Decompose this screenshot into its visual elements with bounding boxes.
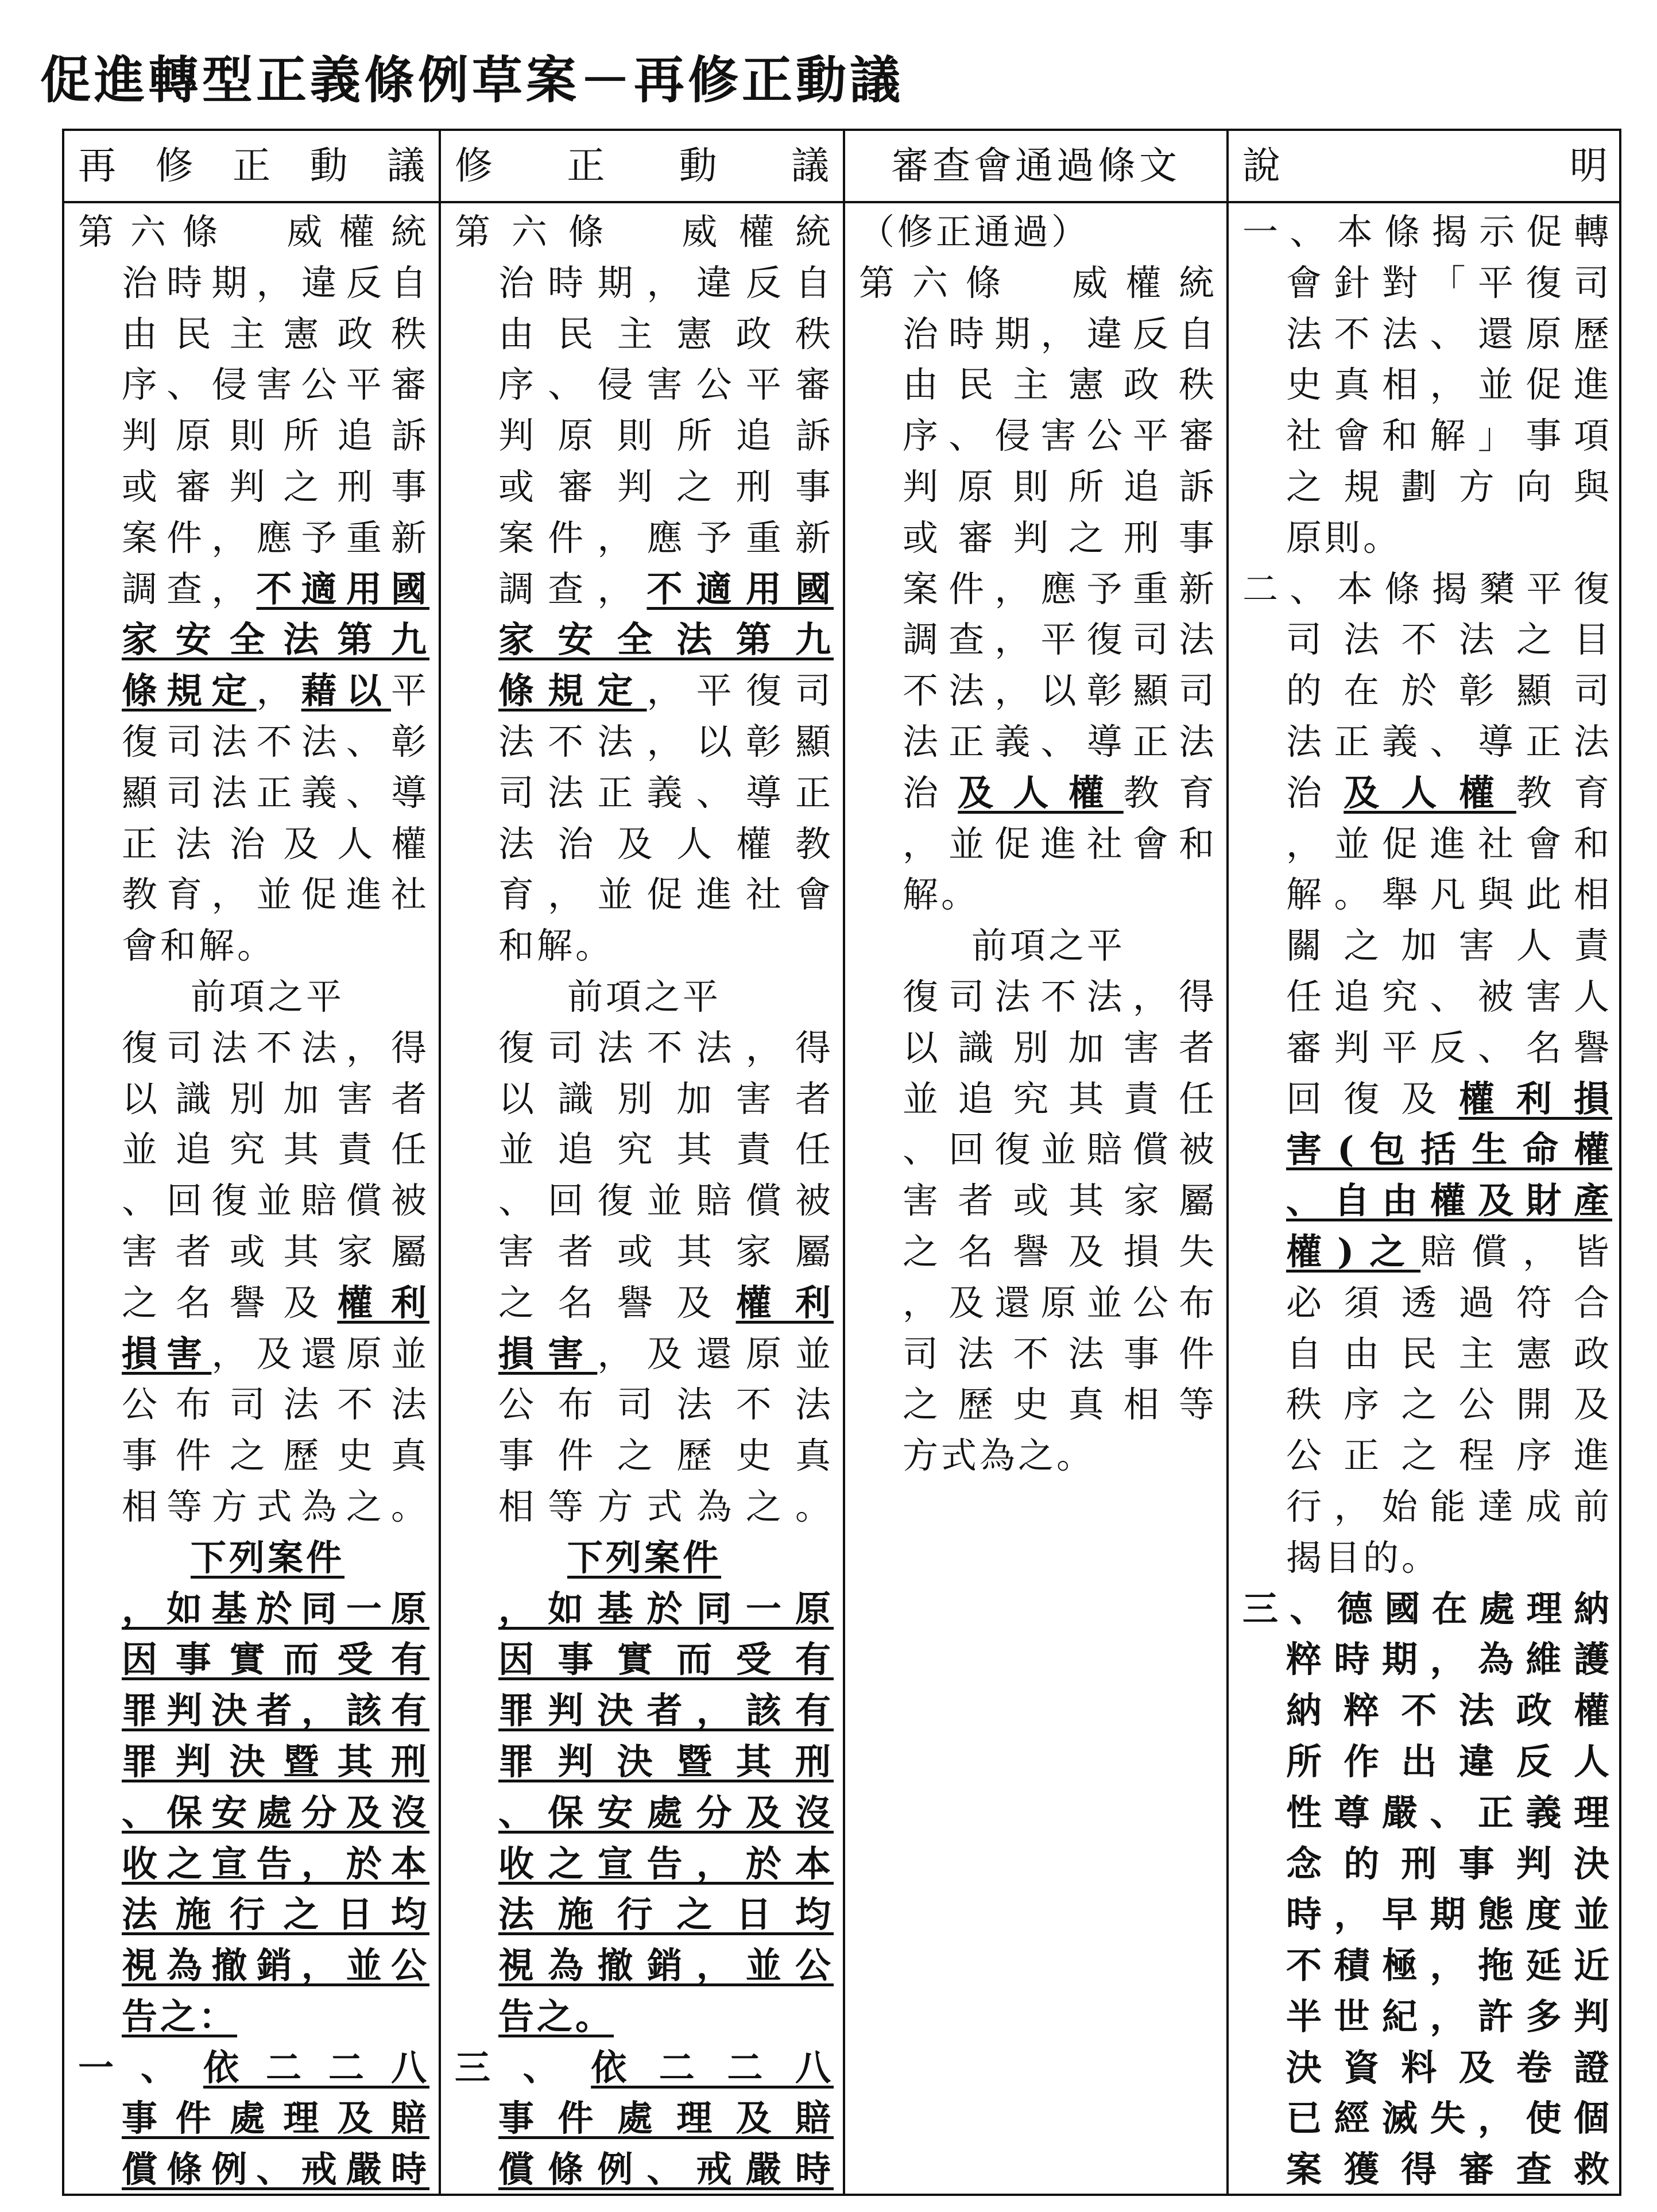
text-segment: 條規定	[498, 670, 647, 712]
text-line: ，並促進社會和	[903, 822, 1217, 865]
text-line: 家安全法第九	[122, 618, 429, 661]
text-line: 史真相，並促進	[1286, 363, 1612, 406]
text-segment: 治	[903, 771, 958, 814]
text-line	[78, 2043, 429, 2094]
text-line: 視為撤銷，並公	[498, 1944, 834, 1987]
text-line: 因事實而受有	[122, 1638, 429, 1681]
text-line: 下列案件	[567, 1536, 722, 1579]
text-segment: 賠償，皆	[1420, 1230, 1612, 1273]
text-line: 原則。	[1286, 516, 1402, 559]
explanation-column	[1229, 203, 1621, 2194]
text-line: 所作出違反人	[1286, 1740, 1612, 1782]
text-line	[78, 666, 429, 717]
text-line: 第六條 威權統	[859, 261, 1217, 304]
header-char: 修	[155, 144, 193, 188]
text-line: 下列案件	[191, 1536, 345, 1579]
text-line: 案件，應予重新	[903, 567, 1217, 610]
text-line	[859, 768, 1217, 819]
text-line: 、保安處分及沒	[498, 1791, 834, 1834]
text-segment: 教育	[1123, 771, 1217, 814]
header-char: 動	[309, 144, 348, 188]
text-line: 正法治及人權	[122, 822, 429, 865]
text-line: 法治及人權教	[498, 822, 834, 865]
text-segment: 依二二八	[591, 2046, 834, 2089]
text-segment: 回復及	[1286, 1077, 1459, 1120]
text-line: （修正通過）	[859, 211, 1090, 253]
text-line: 一、本條揭示促轉	[1242, 211, 1612, 253]
text-line: 復司法不法，得	[498, 1026, 834, 1069]
text-line: 、回復並賠償被	[498, 1180, 834, 1222]
text-line: 相等方式為之。	[498, 1485, 834, 1527]
text-line: 公布司法不法	[122, 1383, 429, 1426]
text-segment: 之名譽及	[122, 1281, 338, 1324]
text-line: 序、侵害公平審	[122, 363, 429, 406]
text-line: 之規劃方向與	[1286, 465, 1612, 508]
text-line	[455, 564, 834, 615]
text-segment: 權利	[735, 1281, 834, 1324]
text-line: 收之宣告，於本	[122, 1842, 429, 1885]
text-line: 公布司法不法	[498, 1383, 834, 1426]
header-char: 動	[679, 144, 717, 188]
text-line: 案件，應予重新	[122, 516, 429, 559]
text-line	[1242, 768, 1612, 819]
text-line: 由民主憲政秩	[498, 312, 834, 355]
header-committee-text	[845, 131, 1226, 201]
text-line: 社會和解」事項	[1286, 415, 1612, 457]
text-line: 治時期，違反自	[498, 261, 834, 304]
text-line: 顯司法正義、導	[122, 771, 429, 814]
text-segment: 及人權	[958, 771, 1124, 814]
text-segment: ，	[256, 670, 301, 712]
text-line: 序、侵害公平審	[903, 415, 1217, 457]
text-line: 序、侵害公平審	[498, 363, 834, 406]
text-line: ，如基於同一原	[122, 1587, 429, 1630]
text-line: 家安全法第九	[498, 618, 834, 661]
text-line: 由民主憲政秩	[122, 312, 429, 355]
text-line: 性尊嚴、正義理	[1286, 1791, 1612, 1834]
text-line: 之歷史真相等	[903, 1383, 1217, 1426]
text-line: 、回復並賠償被	[122, 1180, 429, 1222]
text-segment: 及人權	[1344, 771, 1516, 814]
text-line: 復司法不法，得	[903, 975, 1217, 1018]
header-char: 議	[791, 144, 829, 188]
text-segment: 三、	[455, 2046, 591, 2089]
text-line: 司法不法事件	[903, 1332, 1217, 1375]
text-line: 會和解。	[122, 925, 276, 967]
text-line: 害者或其家屬	[903, 1180, 1217, 1222]
header-explanation	[1229, 131, 1621, 201]
text-line: 第六條 威權統	[455, 211, 834, 253]
text-line: 之名譽及損失	[903, 1230, 1217, 1273]
text-line: 法不法，以彰顯	[498, 720, 834, 763]
header-re-amendment	[64, 131, 439, 201]
text-line: 法正義、導正法	[903, 720, 1217, 763]
header-char: 正	[567, 144, 605, 188]
text-line: 前項之平	[971, 925, 1126, 967]
text-segment: ，平復司	[646, 670, 834, 712]
text-line: 方式為之。	[903, 1434, 1095, 1477]
text-line: ，並促進社會和	[1286, 822, 1612, 865]
text-line: 以識別加害者	[122, 1077, 429, 1120]
text-line: 判原則所追訴	[122, 415, 429, 457]
text-line: 、自由權及財產	[1286, 1180, 1612, 1222]
text-line: ，及還原並公布	[903, 1281, 1217, 1324]
text-line: 納粹不法政權	[1286, 1689, 1612, 1732]
text-line: 、保安處分及沒	[122, 1791, 429, 1834]
text-segment: 權)之	[1286, 1230, 1421, 1273]
text-line: ，如基於同一原	[498, 1587, 834, 1630]
text-line: 案件，應予重新	[498, 516, 834, 559]
text-segment: 條規定	[122, 670, 257, 712]
text-segment: 之名譽及	[498, 1281, 736, 1324]
text-line: 已經滅失，使個	[1286, 2097, 1612, 2140]
text-line: 半世紀，許多判	[1286, 1995, 1612, 2037]
header-char: 明	[1570, 144, 1608, 188]
text-line: 因事實而受有	[498, 1638, 834, 1681]
text-line: 審判平反、名譽	[1286, 1026, 1612, 1069]
text-line: 念的刑事判決	[1286, 1842, 1612, 1885]
header-char: 審查會通過條文	[891, 144, 1180, 188]
text-line: 時，早期態度並	[1286, 1893, 1612, 1936]
text-segment: 治	[1286, 771, 1344, 814]
text-line: 三、德國在處理納	[1242, 1587, 1612, 1630]
text-segment: 平	[390, 670, 429, 712]
re-amendment-column	[64, 203, 439, 2194]
text-line: 害(包括生命權	[1286, 1128, 1612, 1171]
header-amendment	[441, 131, 843, 201]
text-line: 罪判決者，該有	[122, 1689, 429, 1732]
text-line: 關之加害人責	[1286, 925, 1612, 967]
text-line	[455, 1329, 834, 1380]
text-line: 或審判之刑事	[903, 516, 1217, 559]
text-line: 決資料及卷證	[1286, 2046, 1612, 2089]
text-line: 揭目的。	[1286, 1536, 1441, 1579]
text-line: 或審判之刑事	[122, 465, 429, 508]
text-line: 害者或其家屬	[498, 1230, 834, 1273]
text-line: 事件處理及賠	[122, 2097, 429, 2140]
text-line	[1242, 1074, 1612, 1125]
header-char: 說	[1242, 144, 1280, 188]
text-line: 判原則所追訴	[903, 465, 1217, 508]
text-line: 治時期，違反自	[903, 312, 1217, 355]
text-line: 公正之程序進	[1286, 1434, 1612, 1477]
text-line: 事件處理及賠	[498, 2097, 834, 2140]
text-segment: 權利	[337, 1281, 429, 1324]
text-line: 害者或其家屬	[122, 1230, 429, 1273]
text-line: 償條例、戒嚴時	[498, 2148, 834, 2191]
text-line	[78, 1329, 429, 1380]
text-line: 判原則所追訴	[498, 415, 834, 457]
text-segment: 教育	[1516, 771, 1612, 814]
text-segment: 藉以	[301, 670, 391, 712]
text-segment: 調查，	[122, 567, 257, 610]
text-line: 司法正義、導正	[498, 771, 834, 814]
text-segment: 不適用國	[256, 567, 429, 610]
header-char: 議	[387, 144, 425, 188]
text-line: 由民主憲政秩	[903, 363, 1217, 406]
text-line: 視為撤銷，並公	[122, 1944, 429, 1987]
text-line: 收之宣告，於本	[498, 1842, 834, 1885]
text-line: 調查，平復司法	[903, 618, 1217, 661]
text-line: 或審判之刑事	[498, 465, 834, 508]
text-segment: ，及還原並	[597, 1332, 834, 1375]
text-line: 自由民主憲政	[1286, 1332, 1612, 1375]
text-line: 告之：	[122, 1995, 238, 2037]
header-char: 修	[455, 144, 493, 188]
text-line: 秩序之公開及	[1286, 1383, 1612, 1426]
text-line	[1242, 1227, 1612, 1278]
text-segment: 權利損	[1458, 1077, 1612, 1120]
text-line: 法施行之日均	[498, 1893, 834, 1936]
text-line	[78, 564, 429, 615]
text-line: 並追究其責任	[498, 1128, 834, 1171]
text-line: 法施行之日均	[122, 1893, 429, 1936]
text-line: 事件之歷史真	[122, 1434, 429, 1477]
text-line: 司法不法之目	[1286, 618, 1612, 661]
text-line: 告之。	[498, 1995, 614, 2037]
text-segment: 損害	[122, 1332, 212, 1375]
text-line: 前項之平	[567, 975, 722, 1018]
header-char: 正	[233, 144, 270, 188]
text-line	[78, 1278, 429, 1329]
text-line: 行，始能達成前	[1286, 1485, 1612, 1527]
text-line: 案獲得審查救	[1286, 2148, 1612, 2191]
text-line: 不法，以彰顯司	[903, 670, 1217, 712]
text-line: 解。舉凡與此相	[1286, 873, 1612, 916]
text-segment: ，及還原並	[211, 1332, 429, 1375]
text-line: 二、本條揭櫫平復	[1242, 567, 1612, 610]
text-segment: 調查，	[498, 567, 647, 610]
text-line: 以識別加害者	[498, 1077, 834, 1120]
text-segment: 不適用國	[646, 567, 834, 610]
text-segment: 一、	[78, 2046, 203, 2089]
text-line: 和解。	[498, 925, 614, 967]
text-line: 法正義、導正法	[1286, 720, 1612, 763]
header-char: 再	[78, 144, 116, 188]
text-line: 治時期，違反自	[122, 261, 429, 304]
text-line: 的在於彰顯司	[1286, 670, 1612, 712]
text-line: 不積極，拖延近	[1286, 1944, 1612, 1987]
text-line	[455, 666, 834, 717]
text-line: 粹時期，為維護	[1286, 1638, 1612, 1681]
committee-text-column	[845, 203, 1226, 2194]
text-line: 罪判決暨其刑	[498, 1740, 834, 1782]
text-line: 罪判決暨其刑	[122, 1740, 429, 1782]
text-line: 第六條 威權統	[78, 211, 429, 253]
text-line: 償條例、戒嚴時	[122, 2148, 429, 2191]
text-line: 以識別加害者	[903, 1026, 1217, 1069]
text-line	[455, 1278, 834, 1329]
text-line: 解。	[903, 873, 980, 916]
text-line: 復司法不法，得	[122, 1026, 429, 1069]
text-line: 並追究其責任	[903, 1077, 1217, 1120]
text-line: 育，並促進社會	[498, 873, 834, 916]
text-line: 教育，並促進社	[122, 873, 429, 916]
text-line: 復司法不法、彰	[122, 720, 429, 763]
comparison-table	[62, 129, 1621, 2196]
text-line: 會針對「平復司	[1286, 261, 1612, 304]
text-line: 相等方式為之。	[122, 1485, 429, 1527]
text-line: 前項之平	[191, 975, 345, 1018]
text-segment: 依二二八	[203, 2046, 429, 2089]
page-title: 促進轉型正義條例草案－再修正動議	[40, 50, 904, 110]
text-segment: 損害	[498, 1332, 598, 1375]
text-line: 事件之歷史真	[498, 1434, 834, 1477]
text-line: 、回復並賠償被	[903, 1128, 1217, 1171]
text-line: 必須透過符合	[1286, 1281, 1612, 1324]
text-line: 罪判決者，該有	[498, 1689, 834, 1732]
text-line: 任追究、被害人	[1286, 975, 1612, 1018]
amendment-column	[441, 203, 843, 2194]
text-line: 並追究其責任	[122, 1128, 429, 1171]
text-line	[455, 2043, 834, 2094]
text-line: 法不法、還原歷	[1286, 312, 1612, 355]
